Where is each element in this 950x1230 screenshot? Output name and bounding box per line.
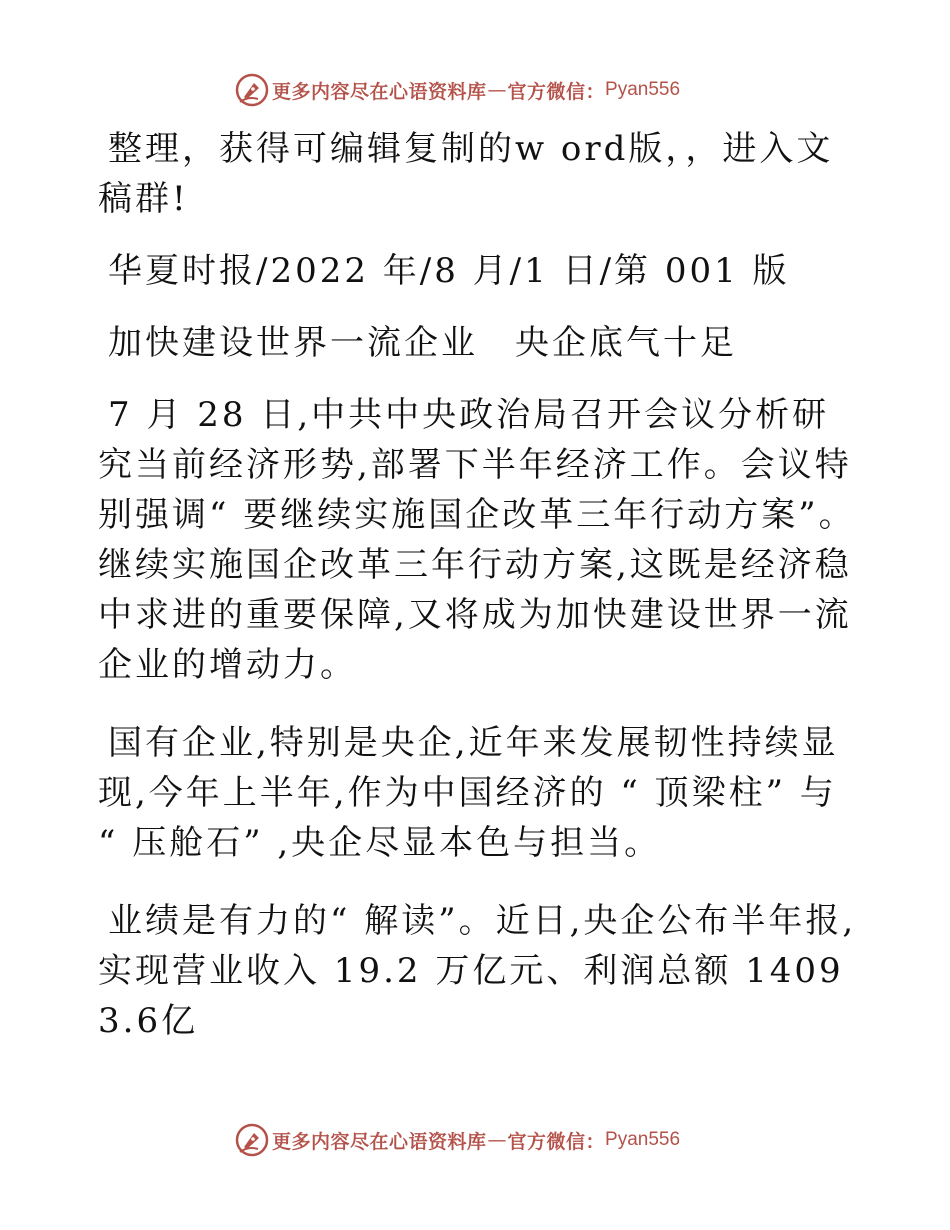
watermark-label: 官方微信： [507,1130,606,1153]
watermark-label: 官方微信： [507,80,606,103]
watermark-wechat-id: Pyan556 [605,79,681,100]
watermark-header [234,70,680,110]
watermark-main-text: 更多内容尽在心语资料库 [272,80,487,103]
pen-nib-logo-icon [234,72,270,108]
paragraph-body-1: 7 月 28 日,中共中央政治局召开会议分析研究当前经济形势,部署下半年经济工作。会议特别强调“ 要继续实施国企改革三年行动方案”。继续实施国企改革三年行动方案,这既是经济稳中求进的重要保障,又将成为加快建设世界一流企业的增动力。 [98,395,856,685]
watermark-separator: — [487,79,507,101]
article-headline: 加快建设世界一流企业 央企底气十足 [108,323,737,363]
watermark-main-text: 更多内容尽在心语资料库 [272,1130,487,1153]
paragraph-source-line: 华夏时报/2022 年/8 月/1 日/第 001 版 [108,251,790,291]
document-body [98,124,858,1074]
pen-nib-logo-icon [234,1122,270,1158]
watermark-footer [234,1120,680,1160]
paragraph-body-2: 国有企业,特别是央企,近年来发展韧性持续显现,今年上半年,作为中国经济的 “ 顶梁柱” 与 “ 压舱石” ,央企尽显本色与担当。 [98,723,839,863]
watermark-wechat-id: Pyan556 [605,1129,681,1150]
paragraph-intro: 整理，获得可编辑复制的w ord版，，进入文稿群! [98,129,834,219]
paragraph-body-3: 业绩是有力的“ 解读”。近日,央企公布半年报,实现营业收入 19.2 万亿元、利润总额 14093.6亿 [98,901,857,1041]
watermark-separator: — [487,1129,507,1151]
